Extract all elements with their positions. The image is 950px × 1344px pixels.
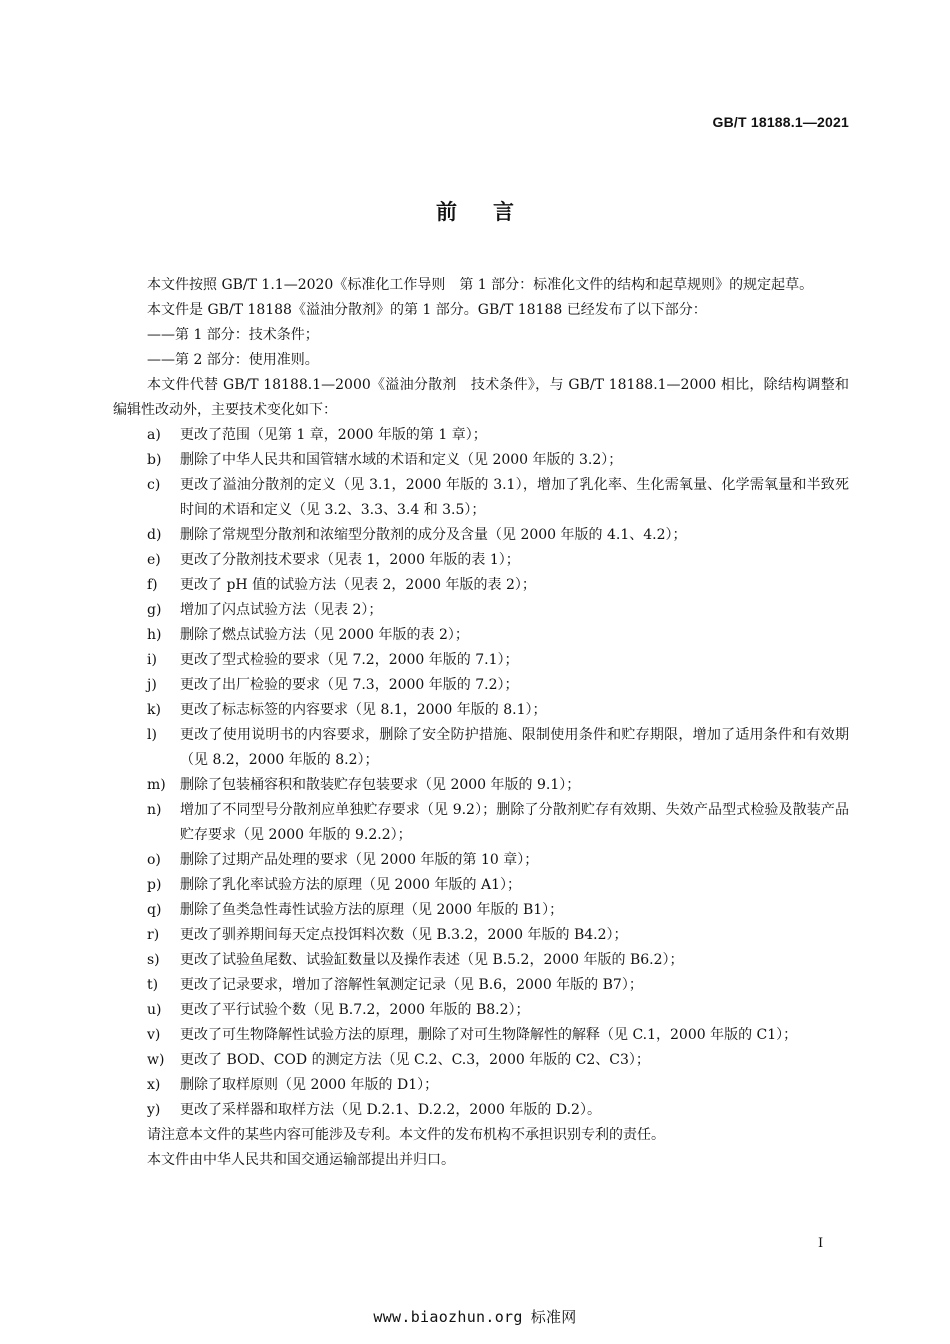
change-item [113, 998, 849, 1023]
change-item [113, 798, 849, 848]
change-item-label: g) [147, 602, 162, 618]
change-item-label: o) [147, 852, 161, 868]
change-item [113, 648, 849, 673]
footer-url: www.biaozhun.org [373, 1308, 523, 1326]
intro-paragraph-parts: 本文件是 GB/T 18188《溢油分散剂》的第 1 部分。GB/T 18188 已经发布了以下部分： [147, 302, 707, 318]
change-item-label: c) [147, 477, 161, 493]
change-item [113, 723, 849, 773]
change-item [113, 523, 849, 548]
change-item-label: l) [147, 727, 157, 743]
change-item-label: y) [147, 1102, 161, 1118]
change-item [113, 923, 849, 948]
intro-paragraph-drafting-rules: 本文件按照 GB/T 1.1—2020《标准化工作导则 第 1 部分：标准化文件的结构和起草规则》的规定起草。 [147, 277, 814, 293]
change-item-text: 删除了包装桶容积和散装贮存包装要求（见 2000 年版的 9.1）； [180, 777, 581, 793]
change-item-label: n) [147, 802, 162, 818]
change-item-text: 删除了取样原则（见 2000 年版的 D1）； [180, 1077, 439, 1093]
footer-watermark [0, 1306, 950, 1327]
change-item-label: r) [147, 927, 160, 943]
proposer-statement: 本文件由中华人民共和国交通运输部提出并归口。 [147, 1152, 455, 1168]
change-item [113, 623, 849, 648]
change-item-text: 删除了常规型分散剂和浓缩型分散剂的成分及含量（见 2000 年版的 4.1、4.2）； [180, 527, 687, 543]
change-item-text: 更改了分散剂技术要求（见表 1，2000 年版的表 1）； [180, 552, 520, 568]
section-title: 前言 [436, 200, 550, 224]
change-item-text: 更改了驯养期间每天定点投饵料次数（见 B.3.2，2000 年版的 B4.2）； [180, 927, 628, 943]
change-item [113, 1023, 849, 1048]
change-item [113, 548, 849, 573]
change-item [113, 598, 849, 623]
change-item [113, 948, 849, 973]
change-item [113, 448, 849, 473]
change-item-label: p) [147, 877, 162, 893]
change-item-label: d) [147, 527, 162, 543]
change-item [113, 1073, 849, 1098]
change-item-label: a) [147, 427, 161, 443]
change-item [113, 773, 849, 798]
change-item-label: w) [147, 1052, 165, 1068]
change-item-text: 删除了中华人民共和国管辖水域的术语和定义（见 2000 年版的 3.2）； [180, 452, 623, 468]
change-item-text: 删除了鱼类急性毒性试验方法的原理（见 2000 年版的 B1）； [180, 902, 564, 918]
change-item-label: q) [147, 902, 162, 918]
change-item [113, 1098, 849, 1123]
change-item-text: 更改了标志标签的内容要求（见 8.1，2000 年版的 8.1）； [180, 702, 547, 718]
change-item-text: 更改了可生物降解性试验方法的原理，删除了对可生物降解性的解释（见 C.1，2000 年版的 C1）； [180, 1027, 798, 1043]
change-item [113, 873, 849, 898]
change-item-label: s) [147, 952, 160, 968]
change-item [113, 423, 849, 448]
change-item [113, 973, 849, 998]
change-item-text: 增加了闪点试验方法（见表 2）； [180, 602, 383, 618]
change-item-text: 删除了过期产品处理的要求（见 2000 年版的第 10 章）； [180, 852, 539, 868]
part-list-item: ——第 2 部分：使用准则。 [147, 352, 319, 368]
change-item-text: 更改了记录要求，增加了溶解性氧测定记录（见 B.6，2000 年版的 B7）； [180, 977, 643, 993]
page-number: I [818, 1236, 824, 1251]
change-item [113, 473, 849, 523]
change-item-text: 更改了平行试验个数（见 B.7.2，2000 年版的 B8.2）； [180, 1002, 530, 1018]
change-item-text: 更改了溢油分散剂的定义（见 3.1，2000 年版的 3.1），增加了乳化率、生化需氧量、化学需氧量和半致死时间的术语和定义（见 3.2、3.3、3.4 和 3.5）； [180, 477, 849, 518]
change-item-text: 更改了试验鱼尾数、试验缸数量以及操作表述（见 B.5.2，2000 年版的 B6.2）； [180, 952, 684, 968]
intro-paragraph-replacement: 本文件代替 GB/T 18188.1—2000《溢油分散剂 技术条件》，与 GB/T 18188.1—2000 相比，除结构调整和编辑性改动外，主要技术变化如下： [113, 377, 849, 418]
change-item-text: 更改了 pH 值的试验方法（见表 2，2000 年版的表 2）； [180, 577, 536, 593]
patent-notice: 请注意本文件的某些内容可能涉及专利。本文件的发布机构不承担识别专利的责任。 [147, 1127, 665, 1143]
document-body [113, 273, 849, 1173]
change-item-label: v) [147, 1027, 161, 1043]
change-item [113, 573, 849, 598]
change-item-label: t) [147, 977, 159, 993]
change-item-label: b) [147, 452, 162, 468]
change-item-text: 删除了乳化率试验方法的原理（见 2000 年版的 A1）； [180, 877, 521, 893]
change-item [113, 673, 849, 698]
change-item-label: m) [147, 777, 166, 793]
change-item-label: i) [147, 652, 157, 668]
change-item-text: 增加了不同型号分散剂应单独贮存要求（见 9.2）；删除了分散剂贮存有效期、失效产品型式检验及散装产品贮存要求（见 2000 年版的 9.2.2）； [180, 802, 849, 843]
change-item-text: 更改了使用说明书的内容要求，删除了安全防护措施、限制使用条件和贮存期限，增加了适用条件和有效期（见 8.2，2000 年版的 8.2）； [180, 727, 849, 768]
change-item [113, 848, 849, 873]
standard-number: GB/T 18188.1—2021 [712, 114, 849, 130]
change-item [113, 898, 849, 923]
change-item-label: x) [147, 1077, 161, 1093]
change-item-text: 删除了燃点试验方法（见 2000 年版的表 2）； [180, 627, 469, 643]
technical-changes-list [113, 423, 849, 1123]
change-item-label: e) [147, 552, 161, 568]
part-list-item: ——第 1 部分：技术条件； [147, 327, 319, 343]
change-item-text: 更改了采样器和取样方法（见 D.2.1、D.2.2，2000 年版的 D.2）。 [180, 1102, 601, 1118]
change-item-label: f) [147, 577, 158, 593]
change-item [113, 1048, 849, 1073]
change-item-text: 更改了范围（见第 1 章，2000 年版的第 1 章）； [180, 427, 487, 443]
change-item [113, 698, 849, 723]
footer-site-name: 标准网 [530, 1308, 577, 1326]
change-item-text: 更改了 BOD、COD 的测定方法（见 C.2、C.3，2000 年版的 C2、C3）； [180, 1052, 650, 1068]
change-item-text: 更改了出厂检验的要求（见 7.3，2000 年版的 7.2）； [180, 677, 519, 693]
change-item-text: 更改了型式检验的要求（见 7.2，2000 年版的 7.1）； [180, 652, 519, 668]
change-item-label: j) [147, 677, 157, 693]
change-item-label: h) [147, 627, 162, 643]
change-item-label: k) [147, 702, 161, 718]
change-item-label: u) [147, 1002, 162, 1018]
